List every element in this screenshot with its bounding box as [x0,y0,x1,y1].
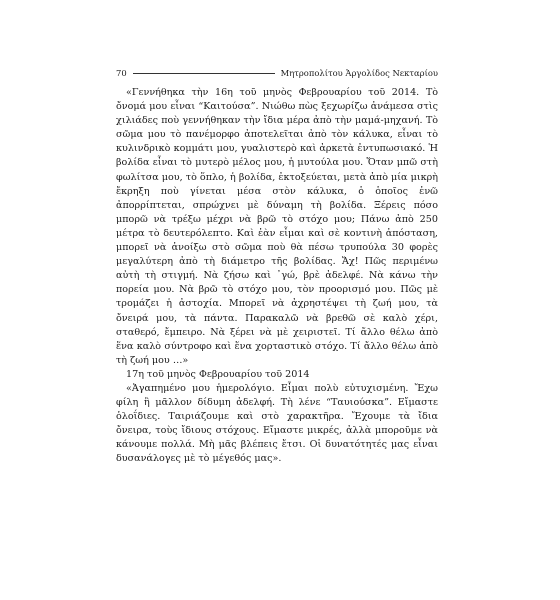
body-text [116,86,438,467]
running-header [116,66,438,80]
running-title: Μητροπολίτου Ἀργολίδος Νεκταρίου [280,68,438,78]
paragraph-diary-entry-1: «Γεννήθηκα τὴν 16η τοῦ μηνὸς Φεβρουαρίου τοῦ 2014. Τὸ ὄνομά μου εἶναι “Καιτούσα”. Νιώθω πὼς ξεχωρίζω ἀνάμεσα στὶς χιλιάδες ποὺ γεννήθηκαν τὴν ἴδια μέρα ἀπὸ τὴν μαμά-μηχανή. Τὸ σῶμα μου τὸ πανέμορφο ἀποτελεῖται ἀπὸ τὸν κάλυκα, εἶναι τὸ κυλινδρικὸ κομμάτι μου, γυαλιστερὸ καὶ ἀρκετὰ ἐντυπωσιακό. Ἡ βολίδα εἶναι τὸ μυτερὸ μέλος μου, ἡ μυτούλα μου. Ὅταν μπῶ στὴ φωλίτσα μου, τὸ ὅπλο, ἡ βολίδα, ἐκτοξεύεται, μετὰ ἀπὸ μία μικρὴ ἔκρηξη ποὺ γίνεται μέσα στὸν κάλυκα, ὁ ὁποῖος ἐνῶ ἀπορρίπτεται, σπρώχνει μὲ δύναμη τὴ βολίδα. Ξέρεις πόσο μπορῶ νὰ τρέξω μέχρι νὰ βρῶ τὸ στόχο μου; Πάνω ἀπὸ 250 μέτρα τὸ δευτερόλεπτο. Καὶ ἐὰν εἶμαι καὶ σὲ κοντινὴ ἀπόσταση, μπορεῖ νὰ ἀνοίξω στὸ σῶμα ποὺ θὰ πέσω τρυπούλα 30 φορὲς μεγαλύτερη ἀπὸ τὴ διάμετρο τῆς βολίδας. Ἄχ! Πῶς περιμένω αὐτὴ τὴ στιγμή. Νὰ ζήσω καὶ ᾽γώ, βρὲ ἀδελφέ. Νὰ κάνω τὴν πορεία μου. Νὰ βρῶ τὸ στόχο μου, τὸν προορισμό μου. Πῶς μὲ τρομάζει ἡ ἀστοχία. Μπορεῖ νὰ ἀχρηστέψει τὴ ζωή μου, τὰ ὄνειρά μου, τὰ πάντα. Παρακαλῶ νὰ βρεθῶ σὲ καλὸ χέρι, σταθερό, ἔμπειρο. Νὰ ξέρει νὰ μὲ χειριστεῖ. Τί ἄλλο θέλω ἀπὸ ἕνα καλὸ σύντροφο καὶ ἕνα χορταστικὸ στόχο. Τί ἄλλο θέλω ἀπὸ τὴ ζωή μου …» [116,87,438,366]
paragraph-date-heading: 17η τοῦ μηνὸς Φεβρουαρίου τοῦ 2014 [126,368,310,380]
header-rule [133,73,275,74]
paragraph-diary-entry-2: «Ἀγαπημένο μου ἡμερολόγιο. Εἶμαι πολὺ εὐτυχισμένη. Ἔχω φίλη ἢ μᾶλλον δίδυμη ἀδελφή. Τὴ λένε “Ταυιούσκα”. Εἴμαστε ὁλοΐδιες. Ταιριάζουμε καὶ στὸ χαρακτῆρα. Ἔχουμε τὰ ἴδια ὄνειρα, τοὺς ἴδιους στόχους. Εἴμαστε μικρές, ἀλλὰ μποροῦμε νὰ κάνουμε πολλά. Μὴ μᾶς βλέπεις ἔτσι. Οἱ δυνατότητές μας εἶναι δυσανάλογες μὲ τὸ μέγεθός μας». [116,382,438,465]
page-number: 70 [116,68,127,78]
